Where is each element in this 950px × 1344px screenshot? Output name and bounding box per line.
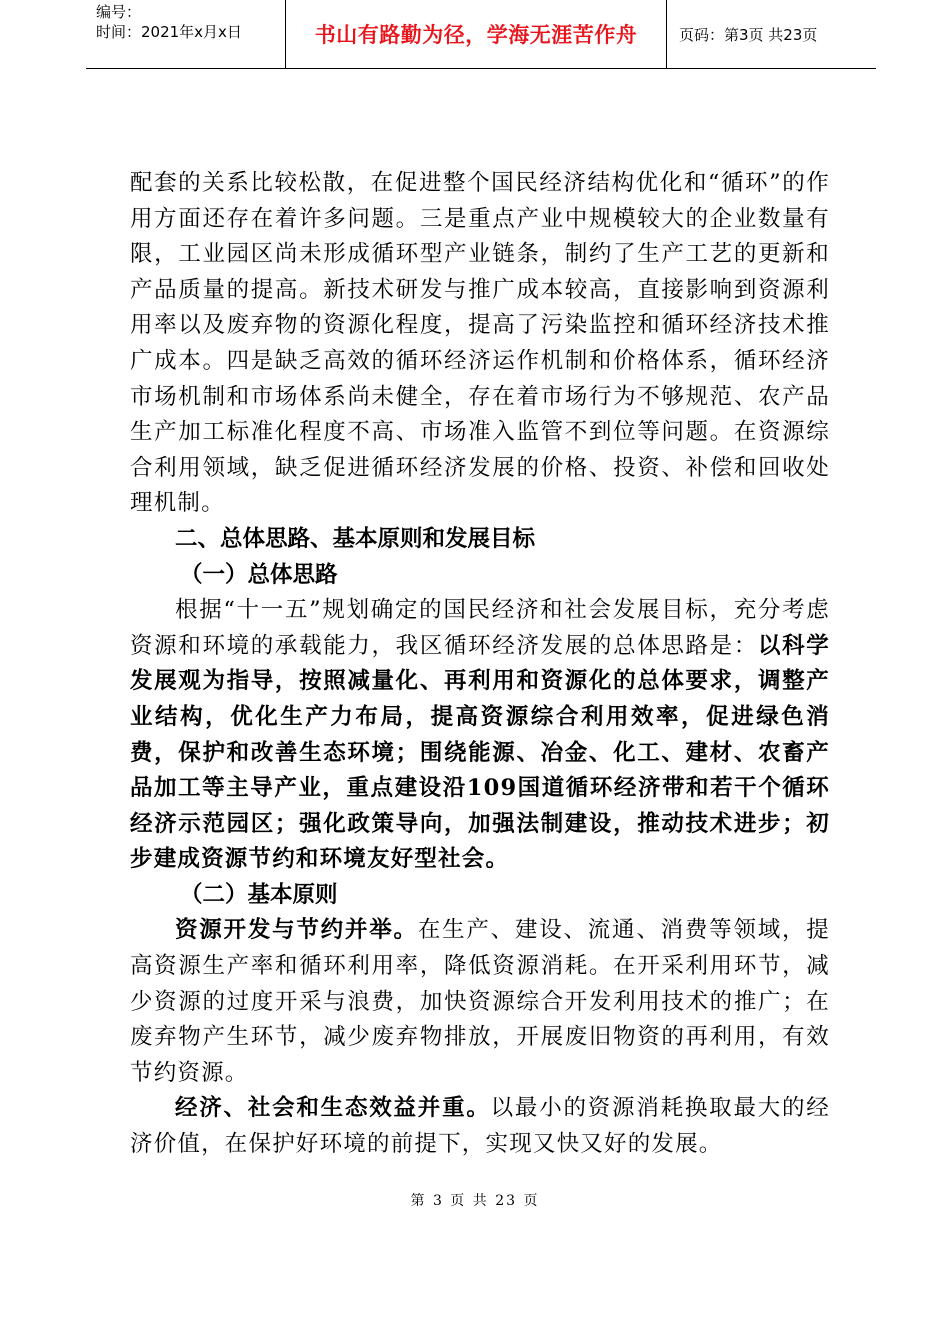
- header-meta: [86, 0, 286, 68]
- principle-1-title: 资源开发与节约并举。: [175, 917, 418, 944]
- paragraph-principle-1: [130, 913, 830, 1091]
- principle-2-title: 经济、社会和生态效益并重。: [175, 1095, 491, 1122]
- document-body: [130, 166, 830, 1163]
- page-footer: 第 3 页 共 23 页: [410, 1193, 540, 1209]
- paragraph-2-intro: 根据“十一五”规划确定的国民经济和社会发展目标，充分考虑资源和环境的承载能力，我区循环经济发展的总体思路是：: [130, 597, 830, 659]
- page-header: [86, 0, 876, 69]
- date-label: 时间：2021年x月x日: [96, 23, 242, 41]
- header-motto: 书山有路勤为径，学海无涯苦作舟: [286, 0, 667, 68]
- paragraph-overall-approach: [130, 593, 830, 878]
- sub-heading-overall-approach: （一）总体思路: [180, 561, 338, 588]
- section-heading-2: 二、总体思路、基本原则和发展目标: [175, 525, 536, 552]
- header-page-label: 页码：第3页 共23页: [679, 25, 818, 44]
- number-label: 编号：: [96, 3, 142, 21]
- paragraph-1: 配套的关系比较松散，在促进整个国民经济结构优化和“循环”的作用方面还存在着许多问题。三是重点产业中规模较大的企业数量有限，工业园区尚未形成循环型产业链条，制约了生产工艺的更新和产品质量的提高。新技术研发与推广成本较高，直接影响到资源利用率以及废弃物的资源化程度，提高了污染监控和循环经济技术推广成本。四是缺乏高效的循环经济运作机制和价格体系，循环经济市场机制和市场体系尚未健全，存在着市场行为不够规范、农产品生产加工标准化程度不高、市场准入监管不到位等问题。在资源综合利用领域，缺乏促进循环经济发展的价格、投资、补偿和回收处理机制。: [130, 170, 830, 517]
- paragraph-principle-2: [130, 1091, 830, 1162]
- principle-2-text: 以最小的资源消耗换取最大的经济价值，在保护好环境的前提下，实现又快又好的发展。: [130, 1095, 830, 1158]
- sub-heading-basic-principles: （二）基本原则: [180, 881, 338, 908]
- paragraph-2-bold: 以科学发展观为指导，按照减量化、再利用和资源化的总体要求，调整产业结构，优化生产力布局，提高资源综合利用效率，促进绿色消费，保护和改善生态环境；围绕能源、冶金、化工、建材、农畜产品加工等主导产业，重点建设沿109国道循环经济带和若干个循环经济示范园区；强化政策导向，加强法制建设，推动技术进步；初步建成资源节约和环境友好型社会。: [130, 632, 830, 873]
- principle-1-text: 在生产、建设、流通、消费等领域，提高资源生产率和循环利用率，降低资源消耗。在开采利用环节，减少资源的过度开采与浪费，加快资源综合开发利用技术的推广；在废弃物产生环节，减少废弃物排放，开展废旧物资的再利用，有效节约资源。: [130, 917, 830, 1086]
